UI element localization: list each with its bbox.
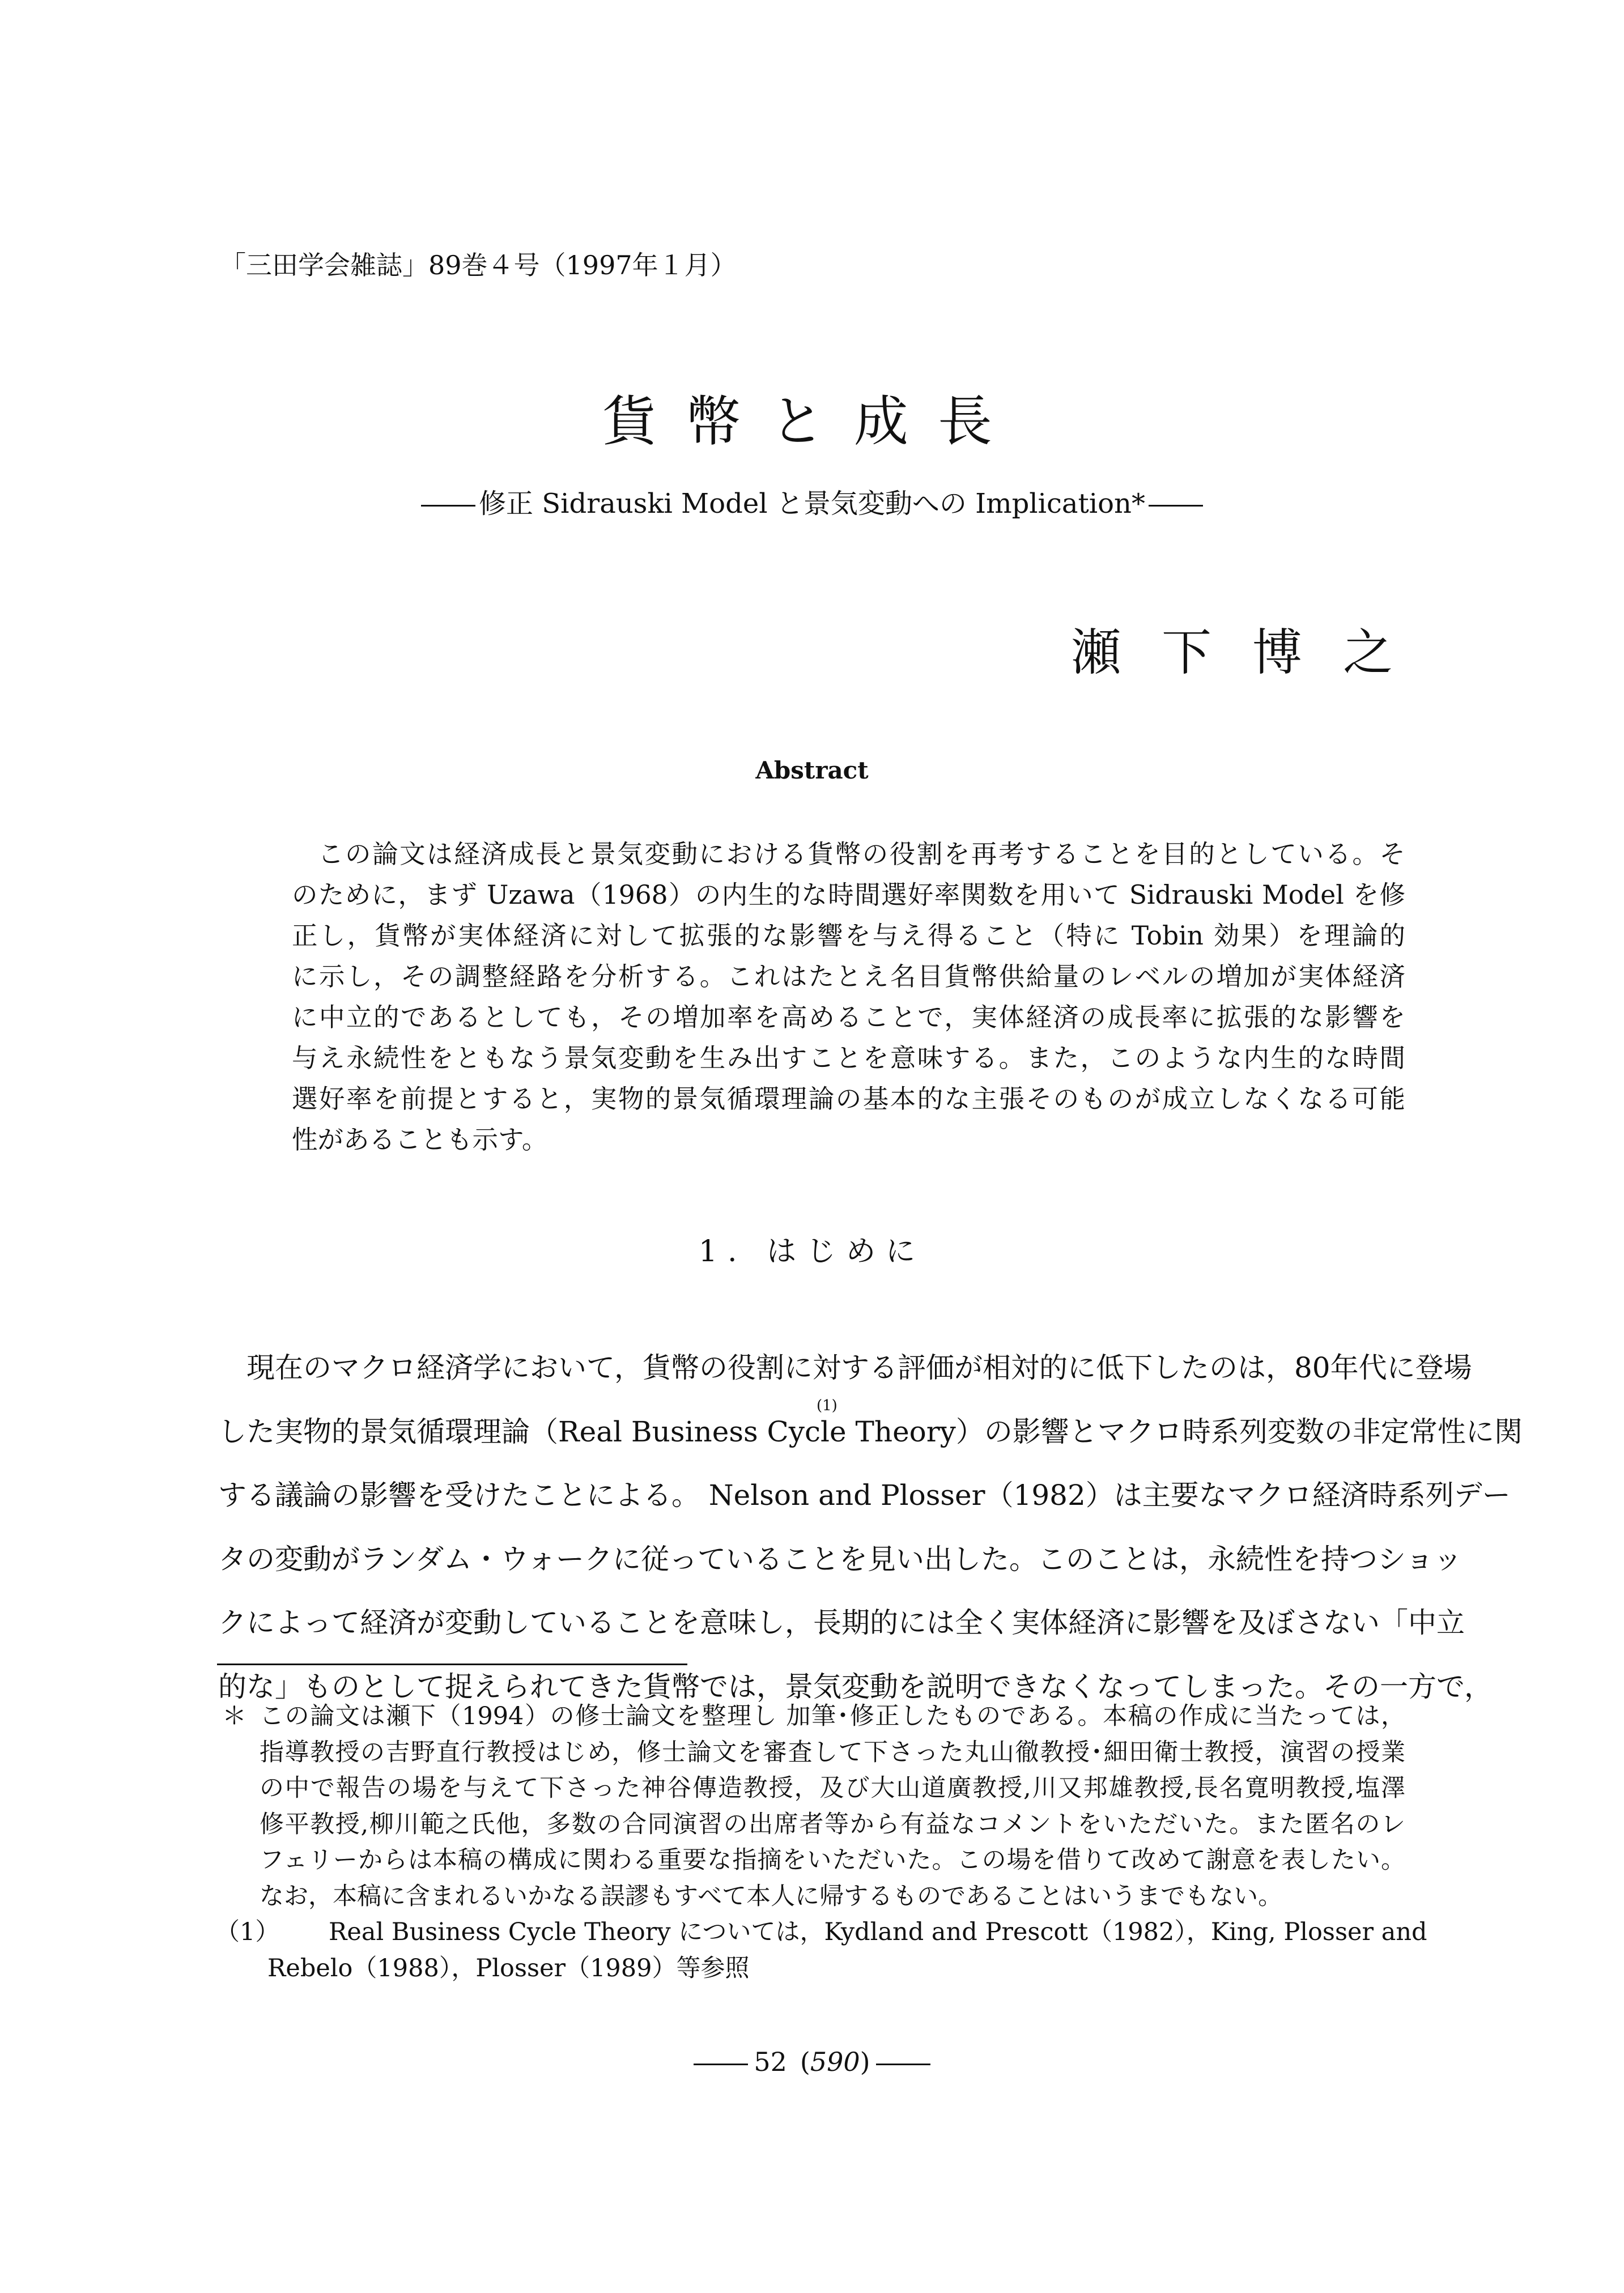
body-line: する議論の影響を受けたことによる。 Nelson and Plosser（1982）は主要なマクロ経済時系列デー (218, 1479, 1511, 1512)
footnote-1 (215, 1915, 1427, 1986)
footnote-line: Real Business Cycle Theory については，Kydland and Prescott（1982），King, Plosser and (329, 1918, 1427, 1946)
footnote-line: Rebelo（1988），Plosser（1989）等参照 (267, 1954, 750, 1983)
original-page-number: 590 (810, 2047, 860, 2077)
paper-title: 貨幣と成長 (602, 390, 1022, 453)
footnote-star (215, 1699, 1405, 1915)
footnote-line: フェリーからは本稿の構成に関わる重要な指摘をいただいた。この場を借りて改めて謝意を表したい。 (260, 1846, 1405, 1874)
abstract-line: に示し，その調整経路を分析する。これはたとえ名目貨幣供給量のレベルの増加が実体経済 (292, 962, 1405, 992)
body-line: 的な」ものとして捉えられてきた貨幣では，景気変動を説明できなくなってしまった。その一方で， (218, 1670, 1493, 1703)
section-body (218, 1336, 1523, 1718)
page-dash-right (876, 2064, 930, 2065)
page-number-value: 52 (754, 2047, 787, 2077)
abstract-line: に中立的であるとしても，その増加率を高めることで，実体経済の成長率に拡張的な影響を (292, 1002, 1405, 1032)
abstract-line: 選好率を前提とすると，実物的景気循環理論の基本的な主張そのものが成立しなくなる可能 (292, 1084, 1405, 1114)
body-line: クによって経済が変動していることを意味し，長期的には全く実体経済に影響を及ぼさない「中立 (218, 1606, 1465, 1639)
footnote-line: この論文は瀬下（1994）の修士論文を整理し 加筆･修正したものである。本稿の作成に当たっては， (260, 1702, 1405, 1730)
body-line: タの変動がランダム・ウォークに従っていることを見い出した。このことは，永続性を持つショッ (218, 1542, 1462, 1576)
body-line: 現在のマクロ経済学において，貨幣の役割に対する評価が相対的に低下したのは，80年代に登場 (246, 1351, 1472, 1384)
footnote-mark: （1） (215, 1918, 280, 1946)
abstract-body (292, 834, 1405, 1160)
paper-subtitle (0, 482, 1624, 521)
subtitle-text: 修正 Sidrauski Model と景気変動への Implication* (479, 488, 1145, 520)
footnote-divider (217, 1664, 687, 1665)
footnotes (215, 1699, 1427, 1986)
abstract-line: この論文は経済成長と景気変動における貨幣の役割を再考することを目的としている。そ (318, 839, 1405, 869)
abstract-line: 正し，貨幣が実体経済に対して拡張的な影響を与え得ること（特に Tobin 効果）を理論的 (292, 921, 1405, 951)
subtitle-dash-right (1149, 505, 1203, 507)
footnote-text (267, 1915, 1427, 1986)
footnote-line: 修平教授,柳川範之氏他，多数の合同演習の出席者等から有益なコメントをいただいた。また匿名のレ (260, 1810, 1405, 1839)
footnote-mark: ＊ (222, 1702, 246, 1730)
abstract-line: 性があることも示す。 (292, 1125, 548, 1155)
body-line-with-footnote (218, 1397, 1523, 1464)
body-line: した実物的景気循環理論（Real Business Cycle Theory）の影響とマクロ時系列変数の非定常性に関 (218, 1415, 1523, 1448)
footnote-reference[interactable]: (1) (817, 1397, 837, 1414)
subtitle-dash-left (421, 505, 475, 507)
abstract-line: のために，まず Uzawa（1968）の内生的な時間選好率関数を用いて Sidrauski Model を修 (292, 880, 1405, 910)
footnote-line: 指導教授の吉野直行教授はじめ，修士論文を審査して下さった丸山徹教授･細田衛士教授，演習の授業 (260, 1738, 1405, 1767)
footnote-line: の中で報告の場を与えて下さった神谷傳造教授，及び大山道廣教授,川又邦雄教授,長名寛明教授,塩澤 (260, 1774, 1405, 1802)
footnote-text (260, 1699, 1405, 1915)
section-heading: 1. はじめに (698, 1235, 926, 1269)
abstract-heading: Abstract (755, 756, 869, 784)
footnote-line: なお，本稿に含まれるいかなる誤謬もすべて本人に帰するものであることはいうまでもない。 (260, 1882, 1283, 1911)
page-number: 52 (590) (0, 2047, 1624, 2077)
author-name: 瀬下博之 (1071, 623, 1434, 682)
page-dash-left (694, 2064, 748, 2065)
journal-header: 「三田学会雑誌」89巻４号（1997年１月） (220, 250, 737, 280)
abstract-line: 与え永続性をともなう景気変動を生み出すことを意味する。また，このような内生的な時間 (292, 1043, 1405, 1073)
